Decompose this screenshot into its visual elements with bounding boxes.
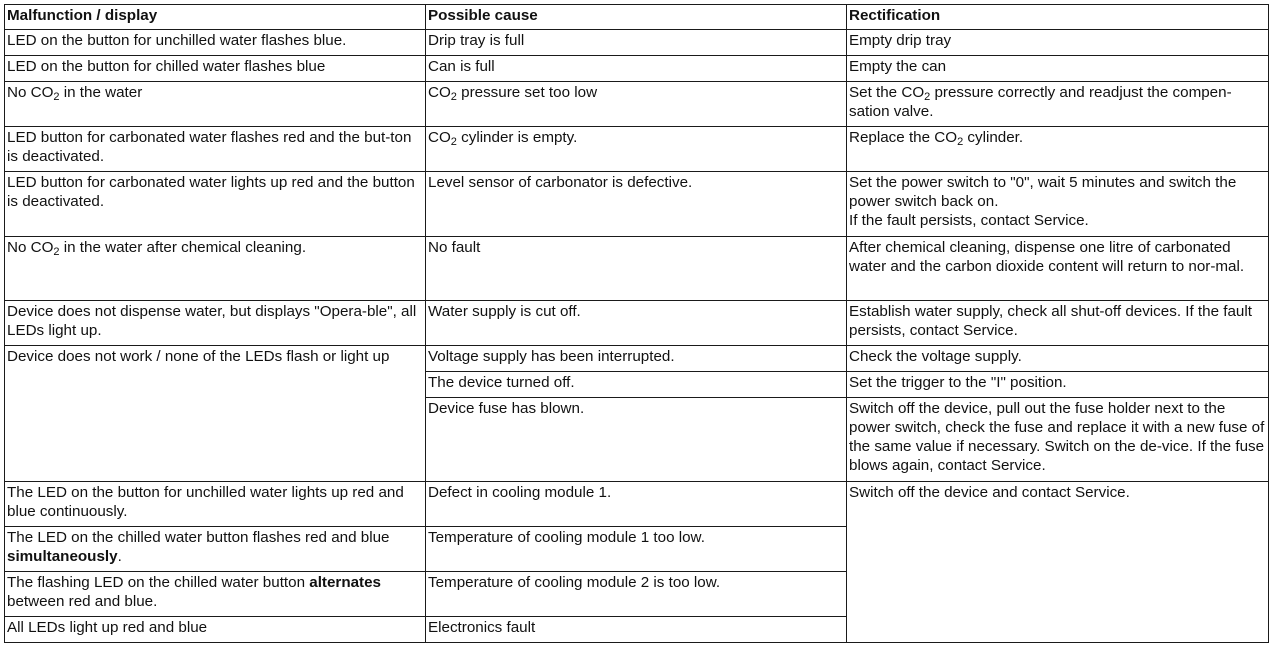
rectification-cell bbox=[847, 127, 1269, 172]
text-part: pressure correctly and readjust the compen-sation valve. bbox=[849, 84, 1232, 120]
subscript: 2 bbox=[924, 91, 931, 103]
rectification-cell bbox=[847, 82, 1269, 127]
rectification-cell: Empty the can bbox=[847, 56, 1269, 82]
cause-cell: Temperature of cooling module 2 is too low. bbox=[426, 572, 847, 617]
table-row bbox=[5, 172, 1269, 237]
malfunction-cell bbox=[5, 82, 426, 127]
rectification-cell: Check the voltage supply. bbox=[847, 346, 1269, 372]
emphasis-text: alternates bbox=[309, 574, 382, 591]
header-malfunction: Malfunction / display bbox=[5, 5, 426, 30]
malfunction-cell: LED button for carbonated water lights up red and the button is deactivated. bbox=[5, 172, 426, 237]
rectification-cell: Empty drip tray bbox=[847, 30, 1269, 56]
subscript: 2 bbox=[53, 246, 60, 258]
malfunction-cell: LED on the button for unchilled water flashes blue. bbox=[5, 30, 426, 56]
subscript: 2 bbox=[957, 136, 964, 148]
table-row bbox=[5, 301, 1269, 346]
cause-cell: Level sensor of carbonator is defective. bbox=[426, 172, 847, 237]
malfunction-cell: All LEDs light up red and blue bbox=[5, 617, 426, 643]
text-part: between red and blue. bbox=[7, 593, 158, 610]
text-part: in the water after chemical cleaning. bbox=[59, 239, 307, 256]
rectification-cell: Switch off the device and contact Service. bbox=[847, 482, 1269, 643]
subscript: 2 bbox=[53, 91, 60, 103]
cause-cell bbox=[426, 127, 847, 172]
rectification-line: If the fault persists, contact Service. bbox=[849, 212, 1089, 229]
table-row bbox=[5, 56, 1269, 82]
malfunction-cell bbox=[5, 237, 426, 301]
cause-cell: Device fuse has blown. bbox=[426, 398, 847, 482]
subscript: 2 bbox=[450, 91, 457, 103]
text-part: . bbox=[117, 548, 122, 565]
subscript: 2 bbox=[450, 136, 457, 148]
text-part: cylinder. bbox=[963, 129, 1024, 146]
cause-cell: Can is full bbox=[426, 56, 847, 82]
table-row bbox=[5, 127, 1269, 172]
troubleshooting-table bbox=[4, 4, 1269, 643]
table-row bbox=[5, 346, 1269, 372]
text-part: in the water bbox=[59, 84, 143, 101]
text-part: CO bbox=[428, 84, 451, 101]
header-cause: Possible cause bbox=[426, 5, 847, 30]
malfunction-cell: LED on the button for chilled water flashes blue bbox=[5, 56, 426, 82]
text-part: pressure set too low bbox=[456, 84, 598, 101]
cause-cell bbox=[426, 82, 847, 127]
malfunction-cell: LED button for carbonated water flashes red and the but-ton is deactivated. bbox=[5, 127, 426, 172]
cause-cell: Electronics fault bbox=[426, 617, 847, 643]
text-part: Set the CO bbox=[849, 84, 925, 101]
text-part: No CO bbox=[7, 239, 54, 256]
cause-cell: Voltage supply has been interrupted. bbox=[426, 346, 847, 372]
rectification-cell: Switch off the device, pull out the fuse holder next to the power switch, check the fuse and replace it with a new fuse of the same value if necessary. Switch on the de-vice. If the fuse blows again, contact Service. bbox=[847, 398, 1269, 482]
rectification-cell: Establish water supply, check all shut-off devices. If the fault persists, contact Service. bbox=[847, 301, 1269, 346]
malfunction-cell: The LED on the button for unchilled water lights up red and blue continuously. bbox=[5, 482, 426, 527]
rectification-line: Set the power switch to "0", wait 5 minutes and switch the power switch back on. bbox=[849, 174, 1237, 210]
malfunction-cell: Device does not dispense water, but displays "Opera-ble", all LEDs light up. bbox=[5, 301, 426, 346]
text-part: CO bbox=[428, 129, 451, 146]
table-row bbox=[5, 482, 1269, 527]
troubleshooting-document bbox=[4, 4, 1268, 643]
cause-cell: Temperature of cooling module 1 too low. bbox=[426, 527, 847, 572]
cause-cell: Drip tray is full bbox=[426, 30, 847, 56]
text-part: Replace the CO bbox=[849, 129, 958, 146]
text-part: The LED on the chilled water button flashes red and blue bbox=[7, 529, 390, 546]
cause-cell: No fault bbox=[426, 237, 847, 301]
table-header-row bbox=[5, 5, 1269, 30]
rectification-cell bbox=[847, 172, 1269, 237]
cause-cell: Water supply is cut off. bbox=[426, 301, 847, 346]
malfunction-cell: Device does not work / none of the LEDs flash or light up bbox=[5, 346, 426, 482]
emphasis-text: simultaneously bbox=[7, 548, 118, 565]
rectification-cell: After chemical cleaning, dispense one litre of carbonated water and the carbon dioxide content will return to nor-mal. bbox=[847, 237, 1269, 301]
malfunction-cell bbox=[5, 527, 426, 572]
cause-cell: Defect in cooling module 1. bbox=[426, 482, 847, 527]
table-row bbox=[5, 237, 1269, 301]
cause-cell: The device turned off. bbox=[426, 372, 847, 398]
rectification-cell: Set the trigger to the "I" position. bbox=[847, 372, 1269, 398]
text-part: The flashing LED on the chilled water button bbox=[7, 574, 310, 591]
malfunction-cell bbox=[5, 572, 426, 617]
table-row bbox=[5, 82, 1269, 127]
header-rectification: Rectification bbox=[847, 5, 1269, 30]
table-row bbox=[5, 30, 1269, 56]
text-part: cylinder is empty. bbox=[456, 129, 578, 146]
text-part: No CO bbox=[7, 84, 54, 101]
